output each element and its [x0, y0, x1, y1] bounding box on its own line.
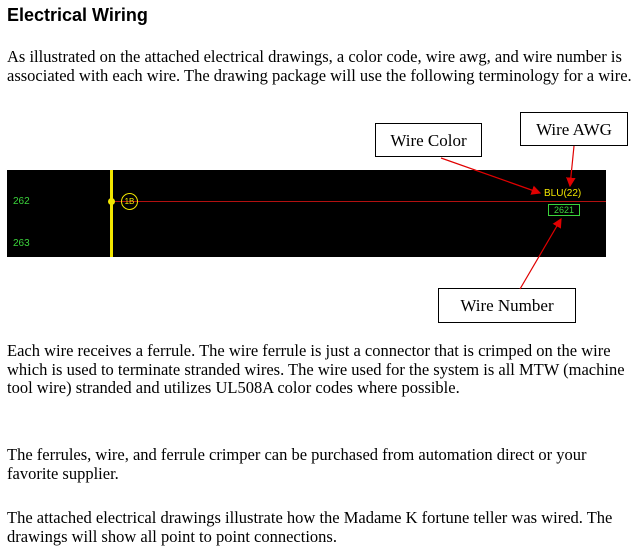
line-number-263: 263 [13, 238, 30, 249]
bus-junction-dot [108, 198, 115, 205]
wiring-drawing [7, 170, 606, 257]
line-number-262: 262 [13, 196, 30, 207]
callout-wire-awg: Wire AWG [520, 112, 628, 146]
power-bus [110, 170, 113, 257]
callout-wire-number: Wire Number [438, 288, 576, 323]
callout-wire-color: Wire Color [375, 123, 482, 157]
purchase-paragraph: The ferrules, wire, and ferrule crimper can be purchased from automation direct or your favorite supplier. [7, 445, 587, 483]
ferrule-tag: 1B [121, 193, 138, 210]
page-heading: Electrical Wiring [7, 5, 148, 25]
wire-segment [113, 201, 606, 202]
intro-paragraph: As illustrated on the attached electrical drawings, a color code, wire awg, and wire number is associated with each wire. The drawing package will use the following terminology for a wire. [7, 47, 632, 85]
ferrule-paragraph: Each wire receives a ferrule. The wire ferrule is just a connector that is crimped on the wire which is used to terminate stranded wires. The wire used for the system is all MTW (machine tool wire) stranded and utilizes UL508A color codes where possible. [7, 341, 625, 397]
wire-number-label: 2621 [548, 204, 580, 216]
wire-color-awg-label: BLU(22) [544, 188, 582, 199]
drawings-paragraph: The attached electrical drawings illustrate how the Madame K fortune teller was wired. The drawings will show all point to point connections. [7, 508, 613, 546]
